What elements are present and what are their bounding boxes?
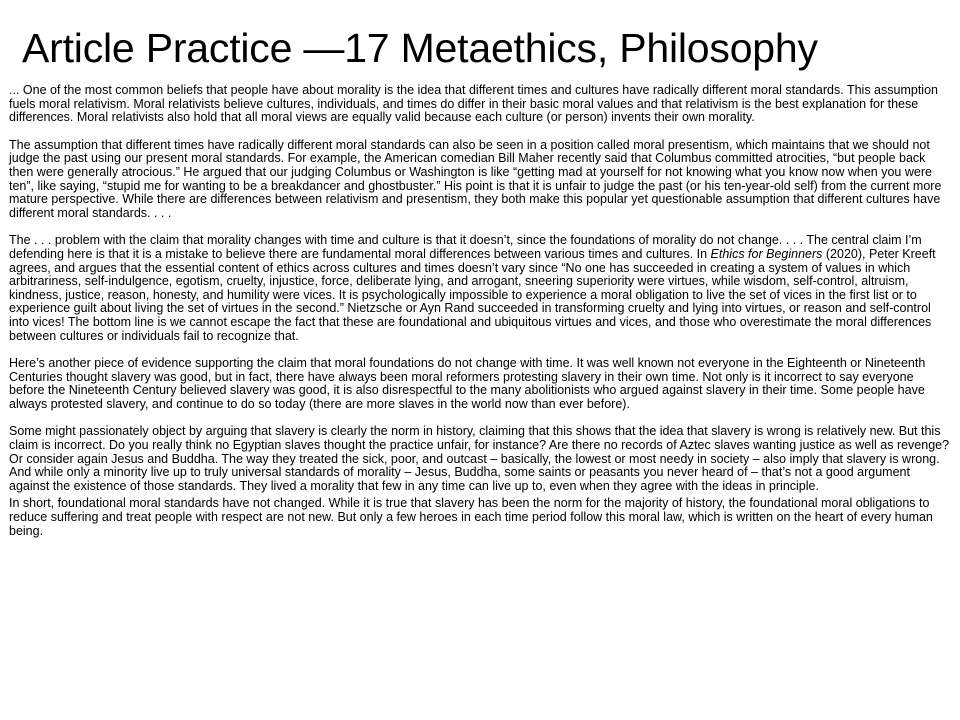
paragraph-foundations-lead: The . . . problem with the claim that morality changes with time and culture is that it doesn’t, since the foundations of morality do not change. . . . The central claim I’m defending here is that it is a mistake to believe there are fundamental moral differences between various times and cultures. In	[9, 233, 922, 261]
paragraph-conclusion: In short, foundational moral standards have not changed. While it is true that slavery has been the norm for the majority of history, the foundational moral obligations to reduce suffering and treat people with respect are not new. But only a few heroes in each time period follow this moral law, which is written on the heart of every human being.	[9, 496, 933, 538]
paragraph-foundations	[9, 234, 951, 343]
paragraph-objection: Some might passionately object by arguing that slavery is clearly the norm in history, claiming that this shows that the idea that slavery is wrong is relatively new. But this claim is incorrect. Do you really think no Egyptian slaves thought the practice unfair, for instance? Are there no records of Aztec slaves wanting justice as well as revenge? Or consider again Jesus and Buddha. The way they treated the sick, poor, and outcast – basically, the lowest or most needy in society – also imply that slavery is wrong. And while only a minority live up to truly universal standards of morality – Jesus, Buddha, some saints or peasants you never heard of – that’s not a good argument against the existence of those standards. They lived a morality that few in any time can live up to, even when they agree with the ideas in principle.	[9, 424, 950, 493]
slide-title: Article Practice —17 Metaethics, Philosophy	[22, 25, 818, 71]
book-title: Ethics for Beginners	[710, 246, 823, 261]
article-body	[9, 84, 951, 552]
paragraph-presentism: The assumption that different times have radically different moral standards can also be seen in a position called moral presentism, which maintains that we should not judge the past using our present moral standards. For example, the American comedian Bill Maher recently said that Columbus committed atrocities, “but people back then were generally atrocious.” He argued that our judging Columbus or Washington is like “getting mad at yourself for not knowing what you know now when you were ten”, like saying, “stupid me for wanting to be a breakdancer and ghostbuster.” His point is that it is unfair to judge the past (or his ten-year-old self) from the current more mature perspective. While there are differences between relativism and presentism, they both make this popular yet questionable assumption that different cultures have different moral standards. . . .	[9, 137, 942, 220]
paragraph-relativism: ... One of the most common beliefs that people have about morality is the idea that different times and cultures have radically different moral standards. This assumption fuels moral relativism. Moral relativists believe cultures, individuals, and times do differ in their basic moral values and that relativism is the best explanation for these differences. Moral relativists also hold that all moral views are equally valid because each culture (or person) invents their own morality.	[9, 83, 938, 125]
paragraph-foundations-rest: (2020), Peter Kreeft agrees, and argues that the essential content of ethics across cultures and times doesn’t vary since “No one has succeeded in creating a system of values in which arbitrariness, self-indulgence, egotism, cruelty, injustice, force, deliberate lying, and arrogant, sneering superiority were virtues, while wisdom, self-control, altruism, kindness, justice, reason, honesty, and humility were vices. It is psychologically impossible to experience a moral obligation to live the set of vices in the first list or to experience guilt about living the set of virtues in the second.” Nietzsche or Ayn Rand succeeded in transforming cruelty and lying into virtues, or reason and self-control into vices! The bottom line is we cannot escape the fact that these are foundational and ubiquitous virtues and vices, and those who overestimate the moral differences between cultures or individuals fail to recognize that.	[9, 246, 936, 343]
paragraph-evidence: Here’s another piece of evidence supporting the claim that moral foundations do not change with time. It was well known not everyone in the Eighteenth or Nineteenth Centuries thought slavery was good, but in fact, there have always been moral reformers protesting slavery in their own time. Not only is it incorrect to say everyone before the Nineteenth Century believed slavery was good, it is also disrespectful to the many abolitionists who argued against slavery in their time. Some people have always protested slavery, and continue to do so today (there are more slaves in the world now than ever before).	[9, 356, 926, 411]
